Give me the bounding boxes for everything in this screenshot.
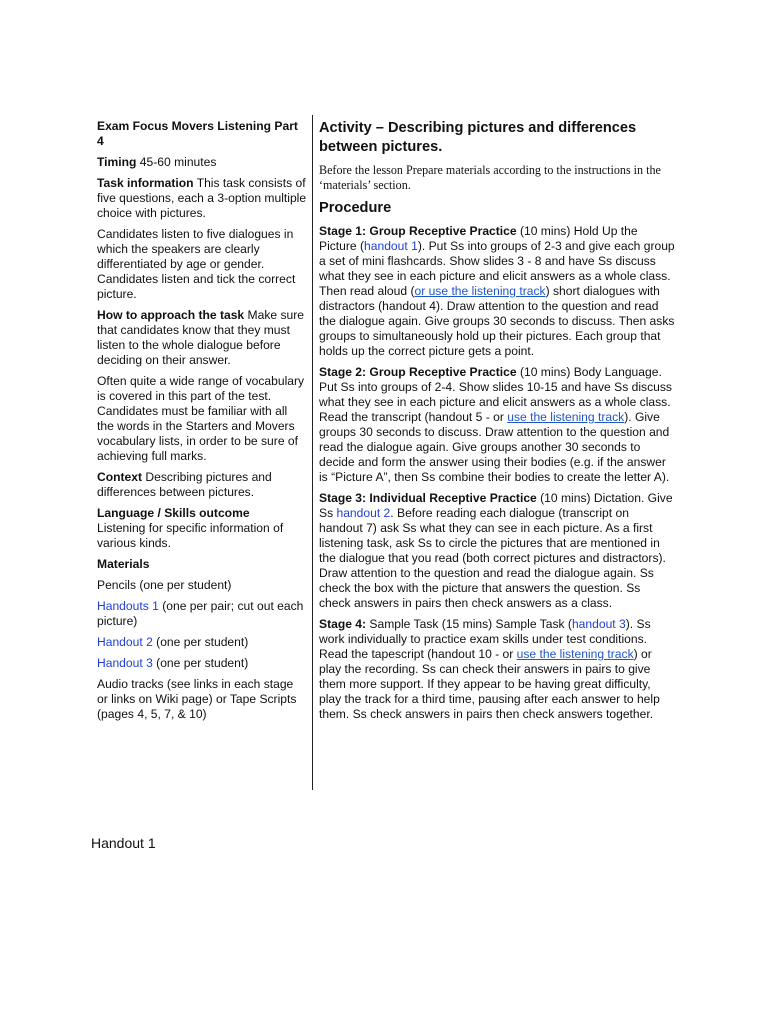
stage4-handout-3-link[interactable]: handout 3 (571, 617, 626, 631)
exam-focus-title: Exam Focus Movers Listening Part 4 (97, 119, 298, 148)
materials-handout-3: Handout 3 (one per student) (97, 656, 249, 670)
stage-3: Stage 3: Individual Receptive Practice (10 mins) Dictation. Give Ss handout 2. Before reading each dialogue (transcript on handout 7) ask Ss what they can see in each picture. As a first listening task, ask Ss to circle the pictures that are mentioned in the dialogue that you read (both correct pictures and distractors). Draw attention to the question and read the dialogue again. Ss check the box with the picture that answers the question. Ss check answers in pairs then check answers as a class. (319, 491, 673, 610)
audio-tracks: Audio tracks (see links in each stage or links on Wiki page) or Tape Scripts (pages 4, 5, 7, & 10) (97, 677, 297, 721)
timing: Timing 45-60 minutes (97, 155, 217, 169)
handout-2-link[interactable]: Handout 2 (97, 635, 153, 649)
materials-handout-2: Handout 2 (one per student) (97, 635, 249, 649)
column-divider (312, 115, 313, 790)
stage-1: Stage 1: Group Receptive Practice (10 mins) Hold Up the Picture (handout 1). Put Ss into groups of 2-3 and give each group a set of mini flashcards. Show slides 3 - 8 and have Ss discuss what they see in each picture and elicit answers as a whole class. Then read aloud (or use the listening track) short dialogues with distractors (handout 4). Draw attention to the question and read the dialogue again. Give groups 30 seconds to discuss. Then asks groups to simultaneously hold up their pictures. Each group that holds up the correct picture gets a point. (319, 224, 675, 358)
right-column (319, 119, 675, 728)
stage1-handout-1-link[interactable]: handout 1 (364, 239, 418, 253)
approach-task: How to approach the task Make sure that candidates know that they must listen to the whole dialogue before deciding on their answer. (97, 308, 304, 367)
left-column (97, 119, 307, 728)
context: Context Describing pictures and differences between pictures. (97, 470, 272, 499)
materials-pencils: Pencils (one per student) (97, 578, 232, 592)
stage2-listening-track-link[interactable]: use the listening track (507, 410, 625, 424)
candidates-paragraph: Candidates listen to five dialogues in which the speakers are clearly differentiated by age or gender. Candidates listen and tick the correct picture. (97, 227, 296, 301)
stage-4: Stage 4: Sample Task (15 mins) Sample Task (handout 3). Ss work individually to practice exam skills under test conditions. Read the tapescript (handout 10 - or use the listening track) or play the recording. Ss can check their answers in pairs to give them more support. If they appear to be having great difficulty, play the track for a third time, pausing after each answer to help them. Ss check answers in pairs then check answers together. (319, 617, 660, 721)
handout-3-link[interactable]: Handout 3 (97, 656, 153, 670)
before-lesson: Before the lesson Prepare materials according to the instructions in the ‘materials’ section. (319, 163, 661, 192)
vocabulary-paragraph: Often quite a wide range of vocabulary is covered in this part of the test. Candidates must be familiar with all the words in the Starters and Movers vocabulary lists, in order to be sure of achieving full marks. (97, 374, 305, 463)
activity-title: Activity – Describing pictures and differences between pictures. (319, 120, 637, 155)
procedure-heading: Procedure (319, 200, 392, 216)
materials-handouts-1: Handouts 1 (one per pair; cut out each picture) (97, 599, 304, 628)
language-skills-outcome: Language / Skills outcome Listening for specific information of various kinds. (97, 506, 284, 550)
stage4-listening-track-link[interactable]: use the listening track (516, 647, 634, 661)
footer-handout-label: Handout 1 (91, 835, 156, 851)
task-information: Task information This task consists of five questions, each a 3-option multiple choice with pictures. (97, 176, 307, 220)
handouts-1-link[interactable]: Handouts 1 (97, 599, 159, 613)
stage-2: Stage 2: Group Receptive Practice (10 mins) Body Language. Put Ss into groups of 2-4. Show slides 10-15 and have Ss discuss what they see in each picture and elicit answers as a whole class. Read the transcript (handout 5 - or use the listening track). Give groups 30 seconds to discuss. Draw attention to the question and read the dialogue again. Give groups another 30 seconds to decide and form the answer using their bodies (e.g. if the answer is “Picture A”, then Ss combine their bodies to create the letter A). (319, 365, 672, 484)
stage3-handout-2-link[interactable]: handout 2 (336, 506, 391, 520)
stage1-listening-track-link[interactable]: or use the listening track (414, 284, 546, 298)
materials-heading: Materials (97, 557, 150, 571)
